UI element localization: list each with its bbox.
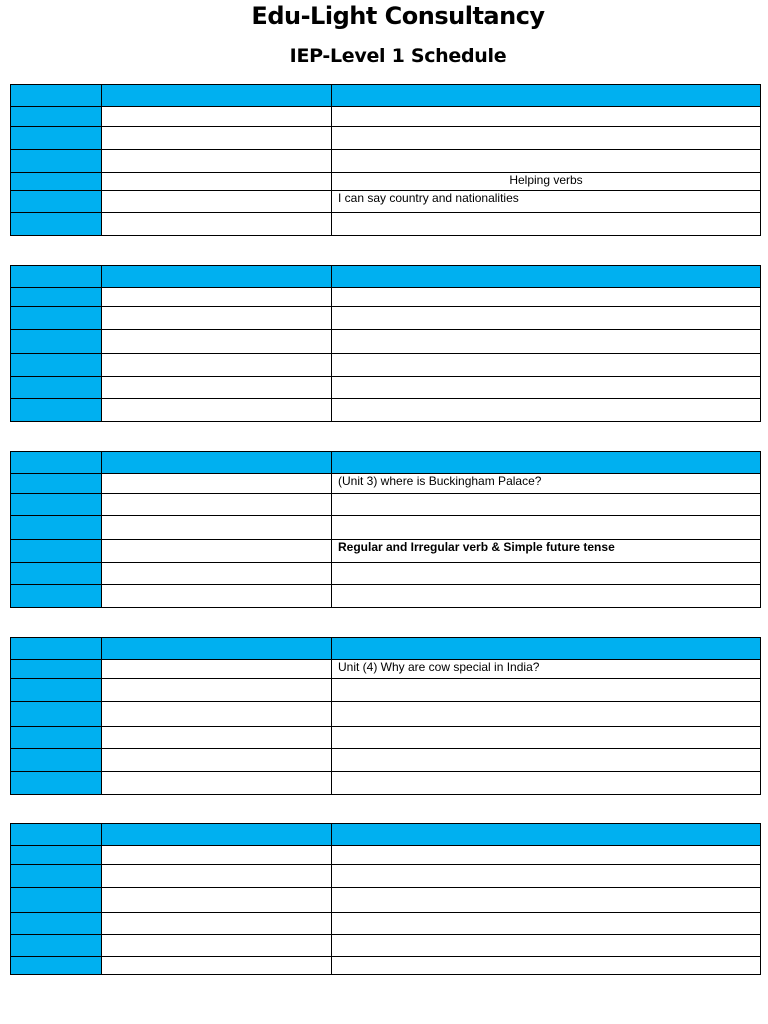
topic-cell [332,288,761,307]
row-label-cell [11,865,102,888]
table-row [11,307,761,330]
page-title: Edu-Light Consultancy [251,2,545,30]
topic-cell: Unit (4) Why are cow special in India? [332,660,761,679]
row-label-cell [11,660,102,679]
topic-cell [332,824,761,846]
table-row [11,935,761,957]
row-label-cell [11,213,102,236]
topic-cell [332,377,761,399]
topic-cell [332,452,761,474]
topic-cell [332,150,761,173]
date-cell [102,727,332,749]
topic-cell [332,107,761,127]
table-row [11,846,761,865]
date-cell [102,957,332,975]
row-label-cell [11,354,102,377]
table-row [11,377,761,399]
topic-cell [332,85,761,107]
row-label-cell [11,913,102,935]
date-cell [102,354,332,377]
date-cell [102,772,332,795]
topic-cell [332,563,761,585]
row-label-cell [11,638,102,660]
topic-cell [332,957,761,975]
date-cell [102,266,332,288]
date-cell [102,679,332,702]
topic-cell [332,749,761,772]
topic-cell [332,494,761,516]
table-row [11,540,761,563]
row-label-cell [11,452,102,474]
table-header-row [11,85,761,107]
row-label-cell [11,127,102,150]
table-row [11,516,761,540]
table-row [11,563,761,585]
topic-cell [332,846,761,865]
table-row [11,107,761,127]
date-cell [102,452,332,474]
date-cell [102,749,332,772]
row-label-cell [11,772,102,795]
topic-cell [332,638,761,660]
date-cell [102,127,332,150]
schedule-table [10,451,761,608]
date-cell [102,846,332,865]
date-cell [102,824,332,846]
page-subtitle: IEP-Level 1 Schedule [289,45,507,67]
date-cell [102,935,332,957]
topic-cell [332,330,761,354]
row-label-cell [11,540,102,563]
date-cell [102,399,332,422]
date-cell [102,330,332,354]
row-label-cell [11,474,102,494]
table-row [11,474,761,494]
topic-cell [332,888,761,913]
topic-cell [332,865,761,888]
row-label-cell [11,150,102,173]
row-label-cell [11,957,102,975]
table-row [11,213,761,236]
date-cell [102,191,332,213]
date-cell [102,85,332,107]
topic-cell [332,935,761,957]
table-row [11,772,761,795]
topic-cell [332,913,761,935]
topic-cell: (Unit 3) where is Buckingham Palace? [332,474,761,494]
topic-cell [332,399,761,422]
row-label-cell [11,824,102,846]
date-cell [102,563,332,585]
table-row [11,127,761,150]
date-cell [102,107,332,127]
topic-cell [332,772,761,795]
schedule-table [10,637,761,795]
date-cell [102,585,332,608]
table-row [11,150,761,173]
table-row [11,494,761,516]
row-label-cell [11,846,102,865]
row-label-cell [11,399,102,422]
topic-cell [332,213,761,236]
date-cell [102,638,332,660]
row-label-cell [11,307,102,330]
date-cell [102,494,332,516]
date-cell [102,913,332,935]
table-header-row [11,824,761,846]
topic-cell [332,702,761,727]
topic-cell [332,307,761,330]
table-row [11,191,761,213]
table-row [11,585,761,608]
table-row [11,749,761,772]
row-label-cell [11,935,102,957]
topic-cell [332,727,761,749]
date-cell [102,377,332,399]
topic-cell [332,127,761,150]
table-row [11,702,761,727]
table-row [11,330,761,354]
table-row [11,288,761,307]
date-cell [102,865,332,888]
date-cell [102,173,332,191]
topic-cell [332,266,761,288]
table-row [11,913,761,935]
row-label-cell [11,173,102,191]
row-label-cell [11,107,102,127]
topic-cell [332,679,761,702]
row-label-cell [11,585,102,608]
schedule-table [10,823,761,975]
table-header-row [11,452,761,474]
row-label-cell [11,191,102,213]
row-label-cell [11,330,102,354]
date-cell [102,150,332,173]
table-row [11,354,761,377]
row-label-cell [11,727,102,749]
date-cell [102,474,332,494]
table-header-row [11,638,761,660]
schedule-table [10,84,761,236]
date-cell [102,660,332,679]
date-cell [102,702,332,727]
topic-cell [332,516,761,540]
table-header-row [11,266,761,288]
row-label-cell [11,377,102,399]
table-row [11,660,761,679]
topic-cell [332,585,761,608]
topic-cell: Regular and Irregular verb & Simple future tense [332,540,761,563]
row-label-cell [11,288,102,307]
row-label-cell [11,679,102,702]
row-label-cell [11,563,102,585]
table-row [11,399,761,422]
table-row [11,888,761,913]
row-label-cell [11,888,102,913]
table-row [11,173,761,191]
date-cell [102,888,332,913]
row-label-cell [11,266,102,288]
date-cell [102,516,332,540]
date-cell [102,307,332,330]
table-row [11,727,761,749]
row-label-cell [11,702,102,727]
table-row [11,679,761,702]
table-row [11,865,761,888]
topic-cell: I can say country and nationalities [332,191,761,213]
topic-cell: Helping verbs [332,173,761,191]
table-row [11,957,761,975]
topic-cell [332,354,761,377]
date-cell [102,213,332,236]
date-cell [102,540,332,563]
schedule-table [10,265,761,422]
row-label-cell [11,85,102,107]
date-cell [102,288,332,307]
row-label-cell [11,516,102,540]
row-label-cell [11,494,102,516]
row-label-cell [11,749,102,772]
